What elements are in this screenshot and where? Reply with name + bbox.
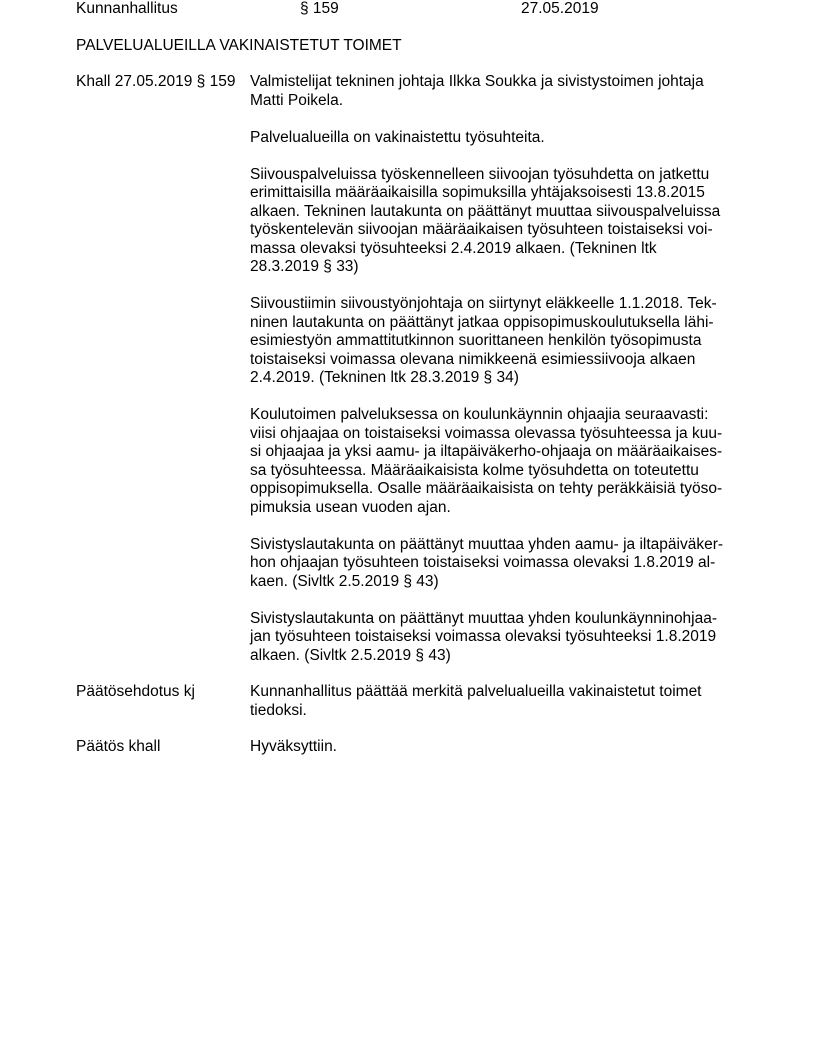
proposal-label: Päätösehdotus kj (76, 683, 195, 700)
text-line: oppisopimuksella. Osalle määräaikaisista on tehty peräkkäisiä työso- (250, 480, 723, 497)
text-line: Matti Poikela. (250, 91, 344, 109)
text-line: erimittaisilla määräaikaisilla sopimuksilla yhtäjaksoisesti 13.8.2015 (250, 184, 705, 201)
proposal-paragraph (250, 683, 746, 720)
header-meeting-date: 27.05.2019 (521, 0, 599, 17)
text-line: si ohjaajaa ja yksi aamu- ja iltapäiväkerho-ohjaaja on määräaikaises- (250, 443, 723, 460)
text-line: pimuksia usean vuoden ajan. (250, 498, 451, 516)
main-row-content (250, 73, 746, 665)
main-row-label: Khall 27.05.2019 § 159 (76, 73, 236, 90)
text-line: hon ohjaajan työsuhteen toistaiseksi voimassa olevaksi 1.8.2019 al- (250, 554, 716, 571)
text-line: Siivouspalveluissa työskennelleen siivoojan työsuhdetta on jatkettu (250, 165, 710, 183)
document-title: PALVELUALUEILLA VAKINAISTETUT TOIMET (76, 37, 402, 54)
text-line: alkaen. (Sivltk 2.5.2019 § 43) (250, 646, 451, 664)
text-line: Palvelualueilla on vakinaistettu työsuhteita. (250, 128, 545, 146)
proposal-content (250, 683, 746, 720)
text-line: tiedoksi. (250, 701, 307, 719)
main-paragraph (250, 129, 746, 148)
text-line: Valmistelijat tekninen johtaja Ilkka Soukka ja sivistystoimen johtaja (250, 73, 704, 90)
main-paragraph (250, 406, 746, 517)
text-line: massa olevaksi työsuhteeksi 2.4.2019 alkaen. (Tekninen ltk (250, 239, 657, 257)
decision-label: Päätös khall (76, 738, 161, 755)
text-line: työskentelevän siivoojan määräaikaisen työsuhteen toistaiseksi voi- (250, 221, 713, 238)
main-paragraph (250, 73, 746, 110)
main-paragraph (250, 166, 746, 277)
decision-content (250, 738, 746, 757)
main-paragraph (250, 610, 746, 666)
text-line: esimiestyön ammattitutkinnon suorittaneen henkilön työsopimusta (250, 332, 702, 349)
text-line: Hyväksyttiin. (250, 738, 337, 755)
text-line: Kunnanhallitus päättää merkitä palvelualueilla vakinaistetut toimet (250, 683, 702, 700)
text-line: Koulutoimen palveluksessa on koulunkäynnin ohjaajia seuraavasti: (250, 406, 709, 423)
text-line: jan työsuhteen toistaiseksi voimassa olevaksi työsuhteeksi 1.8.2019 (250, 628, 717, 645)
text-line: toistaiseksi voimassa olevana nimikkeenä esimiessiivooja alkaen (250, 350, 696, 368)
document-header (0, 0, 816, 20)
text-line: 2.4.2019. (Tekninen ltk 28.3.2019 § 34) (250, 369, 519, 386)
main-paragraph (250, 536, 746, 592)
text-line: Sivistyslautakunta on päättänyt muuttaa yhden koulunkäynninohjaa- (250, 609, 718, 627)
text-line: kaen. (Sivltk 2.5.2019 § 43) (250, 572, 439, 590)
main-paragraph (250, 295, 746, 388)
text-line: Siivoustiimin siivoustyönjohtaja on siirtynyt eläkkeelle 1.1.2018. Tek- (250, 295, 717, 312)
text-line: 28.3.2019 § 33) (250, 258, 359, 275)
header-section-number: § 159 (300, 0, 339, 17)
text-line: alkaen. Tekninen lautakunta on päättänyt muuttaa siivouspalveluissa (250, 202, 721, 220)
text-line: viisi ohjaajaa on toistaiseksi voimassa olevassa työsuhteessa ja kuu- (250, 424, 723, 442)
header-body-name: Kunnanhallitus (76, 0, 178, 17)
text-line: sa työsuhteessa. Määräaikaisista kolme työsuhdetta on toteutettu (250, 461, 699, 479)
text-line: Sivistyslautakunta on päättänyt muuttaa yhden aamu- ja iltapäiväker- (250, 535, 724, 553)
decision-paragraph (250, 738, 746, 757)
text-line: ninen lautakunta on päättänyt jatkaa oppisopimuskoulutuksella lähi- (250, 313, 714, 331)
